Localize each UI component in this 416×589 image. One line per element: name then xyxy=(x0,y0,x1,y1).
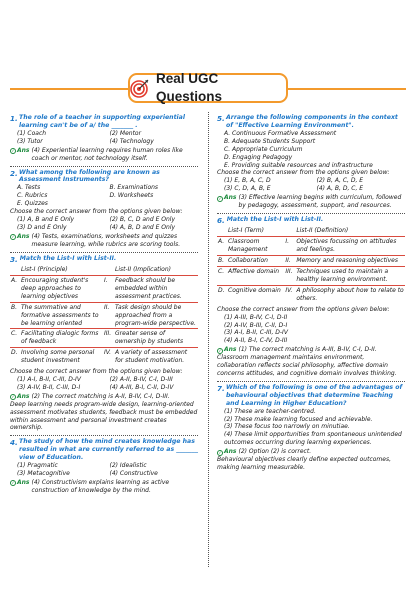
question-3: 3. Match the List-I with List-II. xyxy=(10,254,117,264)
check-icon: ✓ xyxy=(218,195,222,201)
separator xyxy=(10,435,198,436)
q7-answer: ✓ Ans (2) Option (2) is correct. xyxy=(218,448,312,456)
q2-options: (1) A, B and E Only (2) B, C, D and E Only (3) D and E Only (4) A, B, D and E Only xyxy=(17,216,176,231)
separator xyxy=(217,381,405,382)
table-row: C. Facilitating dialogic forms of feedback III. Greater sense of ownership by students xyxy=(10,329,198,348)
q4-answer: ✓ Ans (4) Constructivism explains learning as active construction of knowledge by the mind. xyxy=(11,478,170,494)
q5-options: (1) E, B, A, C, D (2) B, A, C, D, E (3) C, D, A, B, E (4) A, B, D, C, E xyxy=(224,177,364,193)
q5-items: A. Continuous Formative Assessment B. Adequate Students Support C. Appropriate Curriculum D. Engaging Pedagogy E. Providing suitable resources and infrastructure xyxy=(224,129,373,169)
q6-match-table: List-I (Term) List-II (Definition) A. Classroom Management I. Objectives focussing on attitudes and feelings. B. Collaboration II. Memory and reasoning objectives C. Affective domain III. Techniques used to maintain a healthy learning environment. D. Cognitive domain IV. A philosophy about how to relate to others. xyxy=(218,227,404,302)
q3-explanation: Deep learning needs program-wide design, learning-oriented assessment motivates students, feedback must be embedded within assessment and personal investment creates ownership. xyxy=(10,400,198,432)
q6-options: (1) A-III, B-IV, C-I, D-II (2) A-IV, B-III, C-II, D-I (3) A-I, B-II, C-III, D-IV (4) A-II, B-I, C-IV, D-III xyxy=(224,313,288,345)
left-column xyxy=(10,112,198,495)
page-title: Real UGC Questions xyxy=(156,71,223,104)
q6-choose: Choose the correct answer from the options given below: xyxy=(217,305,390,313)
check-icon: ✓ xyxy=(11,394,15,400)
table-row: D. Cognitive domain IV. A philosophy about how to relate to others. xyxy=(218,286,404,302)
q5-choose: Choose the correct answer from the options given below: xyxy=(217,169,390,177)
q7-explanation: Behavioural objectives clearly define expected outcomes, making learning measurable. xyxy=(217,456,391,471)
question-6: 6. Match the List-I with List-II. xyxy=(217,215,324,225)
banner-rule-left xyxy=(10,88,128,90)
table-row: D. Involving some personal student investment IV. A variety of assessment for student motivation. xyxy=(11,349,188,365)
check-icon: ✓ xyxy=(218,449,222,455)
target-icon xyxy=(130,78,150,98)
question-1: 1. The role of a teacher in supporting experiential learning can't be of a/ the _______ . xyxy=(10,114,185,129)
separator xyxy=(217,213,405,214)
section-banner xyxy=(128,73,288,103)
q1-options: (1) Coach (2) Mentor (3) Tutor (4) Technology xyxy=(17,129,154,145)
separator xyxy=(10,252,198,253)
q2-choose: Choose the correct answer from the options given below: xyxy=(10,208,183,216)
question-5: 5. Arrange the following components in the context of "Effective Learning Environment". xyxy=(217,114,398,129)
table-row: A. Classroom Management I. Objectives focussing on attitudes and feelings. xyxy=(217,237,405,256)
q2-answer: ✓ Ans (4) Tests, examinations, worksheets and quizzes measure learning, while rubrics are scoring tools. xyxy=(11,232,181,248)
q4-options: (1) Pragmatic (2) Idealistic (3) Metacognitive (4) Constructive xyxy=(17,462,158,478)
column-divider xyxy=(208,112,209,567)
table-row: B. Collaboration II. Memory and reasoning objectives xyxy=(217,256,405,267)
banner-rule-right xyxy=(288,88,406,90)
q5-answer: ✓ Ans (3) Effective learning begins with curriculum, followed by pedagogy, assessment, support, and resources. xyxy=(218,194,402,210)
q1-answer: ✓ Ans (4) Experiential learning requires human roles like coach or mentor, not technology itself. xyxy=(11,146,183,162)
q7-options: (1) These are teacher-centred. (2) These make learning focused and achievable. (3) These focus too narrowly on minutiae. (4) These limit opportunities from spontaneous unintended outcomes occurring during learning experiences. xyxy=(224,407,402,447)
q3-match-table: List-I (Principle) List-II (Implication) A. Encouraging student's deep approaches to learning objectives I. Feedback should be embedded within assessment practices. B. The summative and formative assessments to be learning oriented II. Task design should be approached from a program-wide perspective. C. Facilitating dialogic forms of feedback III. Greater sense of ownership by students D. Involving some personal student investment IV. A variety of assessment for student motivation. xyxy=(10,265,198,366)
check-icon: ✓ xyxy=(218,347,222,353)
separator xyxy=(10,166,198,167)
question-4: 4. The study of how the mind creates knowledge has resulted in what are currently referred to as _______ view of Education. xyxy=(10,438,198,462)
q3-choose: Choose the correct answer from the options given below: xyxy=(10,368,183,376)
q2-items: A. Tests B. Examinations C. Rubrics D. Worksheets E. Quizzes xyxy=(17,184,159,208)
q6-answer: ✓ Ans (1) The correct matching is A-III, B-IV, C-I, D-II. xyxy=(218,346,377,354)
q3-answer: ✓ Ans (2) The correct matching is A-II, B-IV, C-I, D-III. xyxy=(11,392,170,400)
check-icon: ✓ xyxy=(11,234,15,240)
table-row: B. The summative and formative assessments to be learning oriented II. Task design should be approached from a program-wide perspective. xyxy=(10,302,198,329)
right-column xyxy=(217,112,405,472)
table-row: C. Affective domain III. Techniques used to maintain a healthy learning environment. xyxy=(217,267,405,286)
check-icon: ✓ xyxy=(11,480,15,486)
q3-options: (1) A-I, B-II, C-III, D-IV (2) A-II, B-IV, C-I, D-III (3) A-IV, B-II, C-III, D-I (4) A-III, B-I, C-II, D-IV xyxy=(17,376,174,391)
question-7: 7. Which of the following is one of the advantages of behavioural objectives that determine Teaching and Learning in Higher Education? xyxy=(217,383,403,407)
table-row: A. Encouraging student's deep approaches to learning objectives I. Feedback should be embedded within assessment practices. xyxy=(10,276,198,303)
q6-explanation: Classroom management maintains environment, collaboration reflects social philosophy, affective domain concerns attitudes, and cognitive domain involves thinking. xyxy=(217,354,397,377)
question-2: 2. What among the following are known as Assessment Instruments? xyxy=(10,168,160,184)
check-icon: ✓ xyxy=(11,148,15,154)
